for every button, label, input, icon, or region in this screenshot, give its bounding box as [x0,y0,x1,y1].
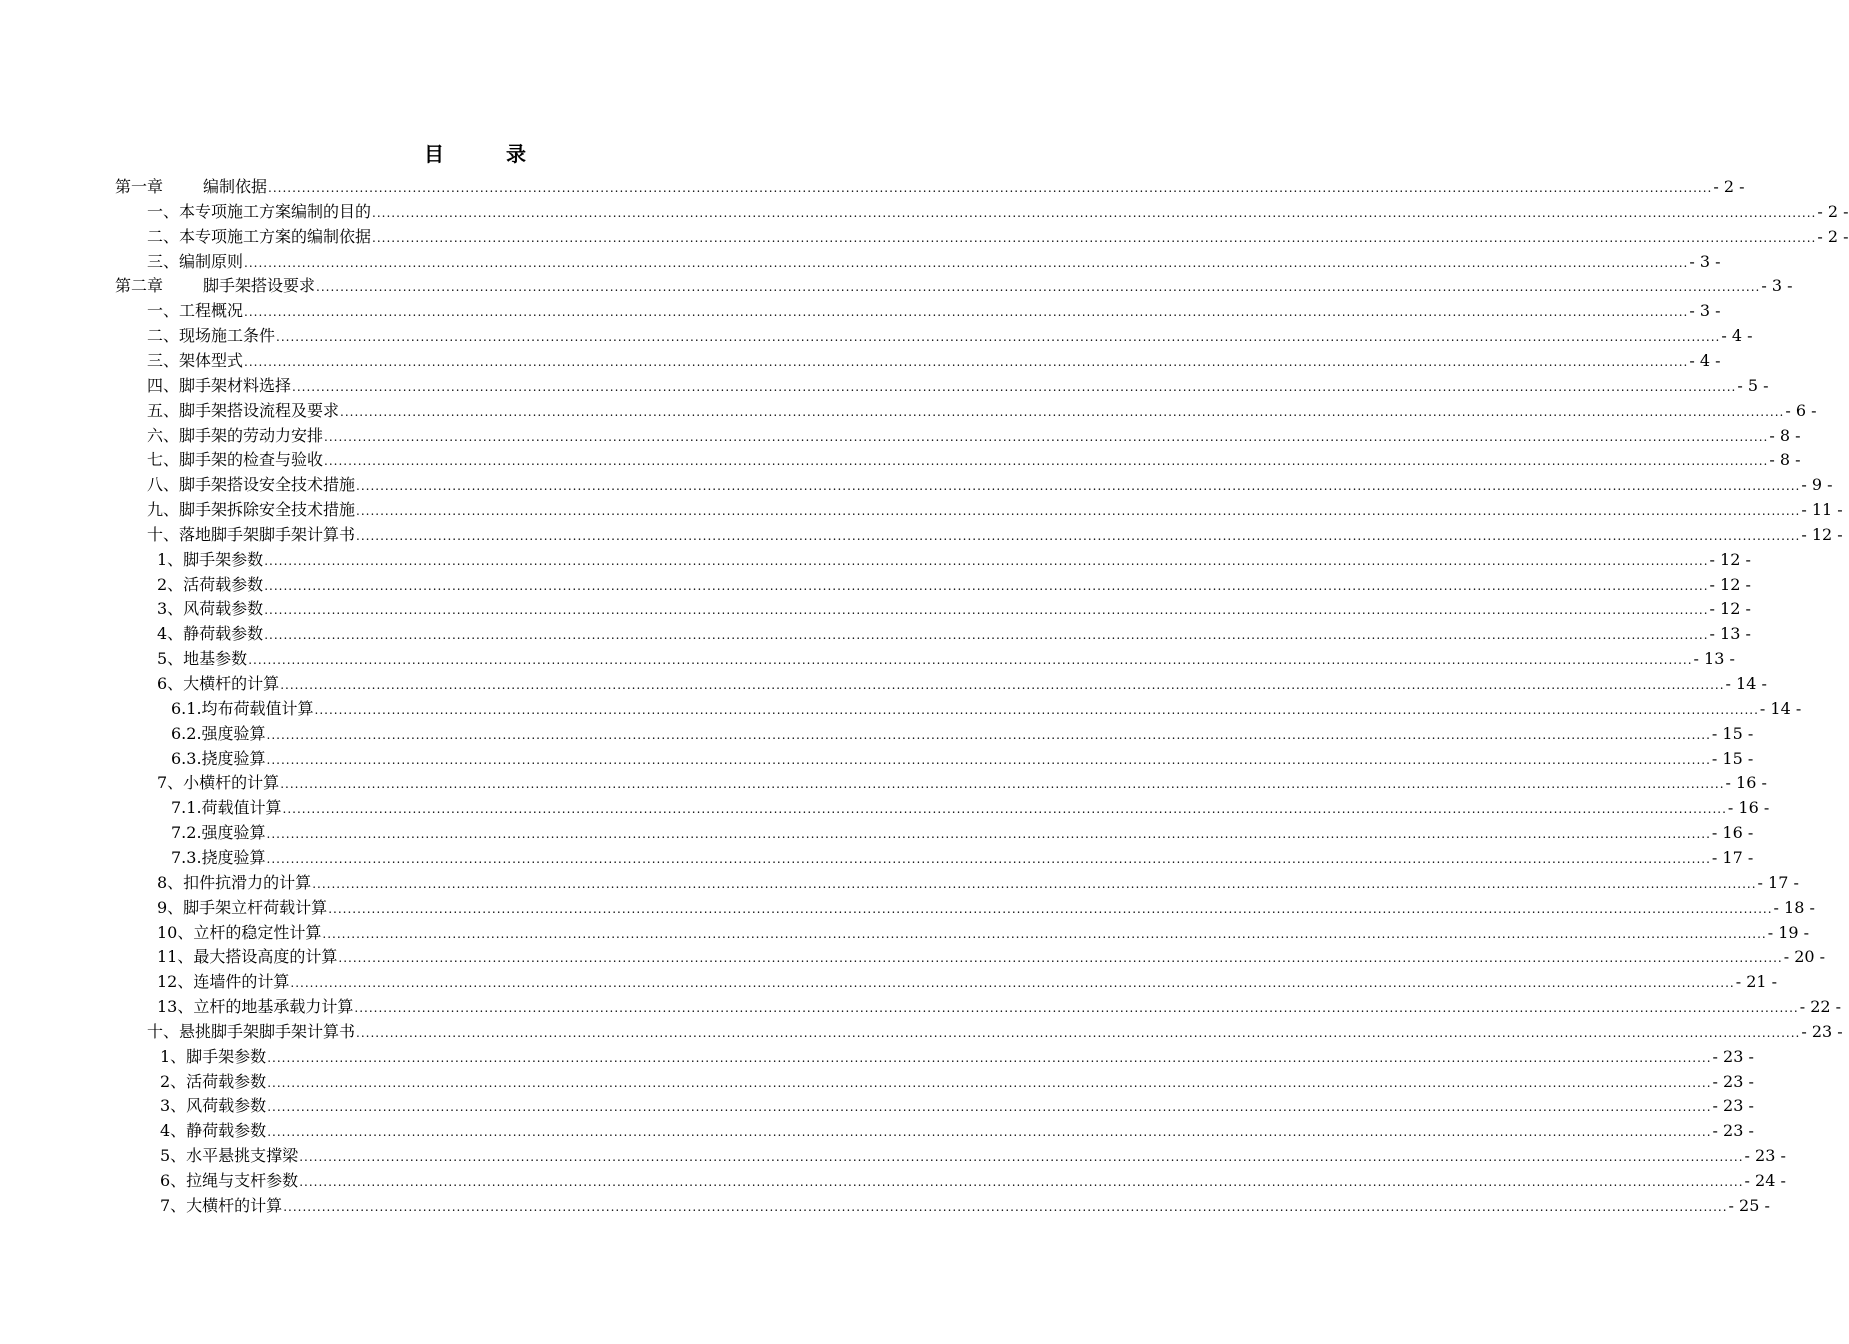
toc-entry[interactable] [115,274,1793,298]
toc-entry[interactable] [157,921,1810,945]
toc-entry-label [157,647,247,671]
toc-entry[interactable] [147,299,1721,323]
toc-entry[interactable] [115,175,1745,199]
toc-entry[interactable] [157,871,1799,895]
toc-entry[interactable] [147,448,1801,472]
toc-entry-page-number: - 23 - [1712,1096,1754,1116]
toc-entry[interactable] [160,1119,1754,1143]
toc-entry-label [160,1169,298,1193]
toc-entry-page-number: - 3 - [1689,251,1721,271]
toc-entry-label [157,945,337,969]
toc-entry-page-number: - 3 - [1689,301,1721,321]
toc-entry-label-text: 一、本专项施工方案编制的目的 [147,201,372,221]
toc-entry[interactable] [157,970,1778,994]
toc-entry-label [171,722,266,746]
toc-entry-label-text: 6、大横杆的计算 [157,674,280,693]
toc-entry-page-number: - 4 - [1689,350,1721,370]
toc-entry[interactable] [147,1020,1843,1044]
toc-entry-label [147,424,323,448]
toc-entry[interactable] [157,995,1842,1019]
toc-title-char-1: 目 [424,142,444,166]
toc-entry-label [115,175,267,199]
toc-entry-label [157,970,289,994]
toc-entry-label [171,697,314,721]
toc-leader-dots: ............................................................................................................................................................................................................................................................................................................ [244,305,1689,320]
toc-leader-dots: ............................................................................................................................................................................................................................................................................................................ [282,802,1727,817]
toc-entry-page-number: - 19 - [1767,922,1810,942]
toc-entry[interactable] [157,548,1751,572]
toc-entry-label [147,349,243,373]
toc-leader-dots: ............................................................................................................................................................................................................................................................................................................ [372,230,1817,245]
toc-entry-page-number: - 14 - [1725,674,1767,693]
toc-entry[interactable] [147,424,1801,448]
toc-entry-label [160,1119,266,1143]
toc-entry-label-text: 九、脚手架拆除安全技术措施 [147,500,356,520]
toc-entry-label [147,523,355,547]
toc-entry-label [147,448,323,472]
toc-entry[interactable] [157,647,1735,671]
toc-entry-label-text: 1、脚手架参数 [160,1046,267,1066]
toc-leader-dots: ............................................................................................................................................................................................................................................................................................................ [267,1050,1712,1065]
toc-entry-label-text: 五、脚手架搭设流程及要求 [147,400,340,420]
toc-entry-label-text: 二、本专项施工方案的编制依据 [147,226,372,246]
toc-entry-label [157,771,279,795]
toc-entry-label [160,1094,266,1118]
toc-entry-label-text: 八、脚手架搭设安全技术措施 [147,475,356,495]
toc-leader-dots: ............................................................................................................................................................................................................................................................................................................ [338,951,1783,966]
toc-entry-label [157,995,353,1019]
toc-leader-dots: ............................................................................................................................................................................................................................................................................................................ [316,280,1761,295]
toc-entry-page-number: - 23 - [1712,1046,1754,1066]
toc-entry-label-text: 4、静荷载参数 [157,624,264,644]
toc-entry-page-number: - 2 - [1817,226,1849,246]
toc-entry-label [115,274,315,298]
toc-entry[interactable] [157,771,1767,795]
toc-entry-label-text: 三、架体型式 [147,350,244,370]
toc-entry-page-number: - 16 - [1727,798,1770,818]
toc-entry-label-text: 7、大横杆的计算 [160,1195,283,1215]
toc-entry-page-number: - 12 - [1709,574,1751,594]
toc-entry[interactable] [157,672,1767,696]
toc-leader-dots: ............................................................................................................................................................................................................................................................................................................ [356,528,1801,543]
toc-entry-label [157,573,263,597]
toc-leader-dots: ............................................................................................................................................................................................................................................................................................................ [267,1075,1712,1090]
toc-entry[interactable] [171,697,1802,721]
toc-title [0,138,950,167]
toc-entry-page-number: - 23 - [1801,1021,1843,1041]
toc-entry-label-text: 第一章 [115,177,164,196]
toc-entry-label [147,299,243,323]
toc-entry-page-number: - 6 - [1785,400,1817,420]
toc-entry-label-text: 6.2.强度验算 [171,723,266,743]
toc-entry[interactable] [147,374,1769,398]
toc-entry-page-number: - 8 - [1769,450,1801,470]
toc-entry-chapter-title: 脚手架搭设要求 [203,276,316,296]
toc-entry-page-number: - 14 - [1759,698,1802,718]
toc-leader-dots: ............................................................................................................................................................................................................................................................................................................ [340,404,1785,419]
toc-entry-label [160,1070,266,1094]
toc-title-char-2: 录 [506,142,526,166]
toc-entry-label [147,250,243,274]
toc-leader-dots: ............................................................................................................................................................................................................................................................................................................ [312,876,1757,891]
toc-leader-dots: ............................................................................................................................................................................................................................................................................................................ [280,678,1725,692]
toc-entry-label-text: 一、工程概况 [147,301,244,321]
toc-entry[interactable] [147,324,1753,348]
toc-entry-label-text: 12、连墙件的计算 [157,972,290,992]
toc-entry-page-number: - 23 - [1712,1071,1754,1091]
toc-entry-page-number: - 21 - [1735,972,1778,992]
toc-leader-dots: ............................................................................................................................................................................................................................................................................................................ [299,1150,1744,1165]
toc-entry-label [157,896,327,920]
toc-entry-label [157,672,279,696]
toc-leader-dots: ............................................................................................................................................................................................................................................................................................................ [264,628,1709,643]
toc-entry-label-text: 六、脚手架的劳动力安排 [147,425,324,445]
toc-leader-dots: ............................................................................................................................................................................................................................................................................................................ [290,976,1735,991]
toc-leader-dots: ............................................................................................................................................................................................................................................................................................................ [356,479,1801,494]
toc-entry-page-number: - 13 - [1693,649,1735,669]
toc-entry-label [147,473,355,497]
toc-entry[interactable] [171,821,1754,845]
toc-entry[interactable] [147,498,1843,522]
toc-entry-page-number: - 4 - [1721,326,1753,346]
toc-leader-dots: ............................................................................................................................................................................................................................................................................................................ [248,653,1693,668]
toc-entry-label-text: 7.2.强度验算 [171,823,266,843]
toc-entry-label-text: 3、风荷载参数 [157,599,264,619]
toc-entry-label-text: 2、活荷载参数 [157,574,264,594]
toc-entry[interactable] [160,1144,1786,1168]
toc-entry-page-number: - 20 - [1783,947,1826,967]
toc-entry-label [157,597,263,621]
toc-entry-label-text: 10、立杆的稳定性计算 [157,922,322,942]
toc-leader-dots: ............................................................................................................................................................................................................................................................................................................ [266,752,1711,767]
toc-leader-dots: ............................................................................................................................................................................................................................................................................................................ [264,603,1709,618]
toc-entry-label-text: 十、落地脚手架脚手架计算书 [147,524,356,544]
toc-entry-label [171,821,266,845]
toc-entry-label [160,1045,266,1069]
toc-entry-label-text: 7.3.挠度验算 [171,847,266,867]
toc-entry-label [160,1194,282,1218]
toc-leader-dots: ............................................................................................................................................................................................................................................................................................................ [268,181,1713,195]
toc-entry-label-text: 7、小横杆的计算 [157,773,280,793]
toc-entry-label-text: 6、拉绳与支杆参数 [160,1171,299,1190]
toc-entry-page-number: - 15 - [1711,748,1754,768]
toc-entry-label-text: 5、水平悬挑支撑梁 [160,1146,299,1166]
toc-entry-label-text: 7.1.荷载值计算 [171,798,282,818]
toc-entry-label-text: 5、地基参数 [157,649,248,669]
toc-entry-label [147,200,371,224]
toc-entry-page-number: - 2 - [1817,201,1849,221]
toc-leader-dots: ............................................................................................................................................................................................................................................................................................................ [244,354,1689,369]
toc-entry[interactable] [160,1045,1754,1069]
toc-leader-dots: ............................................................................................................................................................................................................................................................................................................ [314,702,1759,717]
toc-entry-label [147,1020,355,1044]
toc-entry-page-number: - 12 - [1801,524,1843,544]
toc-leader-dots: ............................................................................................................................................................................................................................................................................................................ [264,578,1709,593]
toc-entry-page-number: - 17 - [1711,847,1754,867]
toc-leader-dots: ............................................................................................................................................................................................................................................................................................................ [354,1001,1799,1016]
toc-entry[interactable] [147,523,1843,547]
toc-entry-chapter-title: 编制依据 [203,177,268,196]
toc-leader-dots: ............................................................................................................................................................................................................................................................................................................ [356,1025,1801,1040]
toc-leader-dots: ............................................................................................................................................................................................................................................................................................................ [299,1175,1744,1189]
toc-entry[interactable] [160,1070,1754,1094]
toc-entry-page-number: - 3 - [1761,276,1793,296]
toc-entry-label [157,548,263,572]
toc-entry-label [147,324,275,348]
toc-entry[interactable] [147,349,1721,373]
toc-entry[interactable] [147,250,1721,274]
toc-entry-page-number: - 2 - [1713,177,1745,196]
toc-leader-dots: ............................................................................................................................................................................................................................................................................................................ [372,205,1817,220]
toc-entry-page-number: - 15 - [1711,723,1754,743]
toc-leader-dots: ............................................................................................................................................................................................................................................................................................................ [266,827,1711,842]
toc-entry-page-number: - 16 - [1711,823,1754,843]
toc-entry-page-number: - 13 - [1709,624,1751,644]
toc-leader-dots: ............................................................................................................................................................................................................................................................................................................ [264,553,1709,568]
toc-entry-label-text: 七、脚手架的检查与验收 [147,450,324,470]
toc-entry-label [147,498,355,522]
toc-leader-dots: ............................................................................................................................................................................................................................................................................................................ [280,777,1725,792]
toc-entry-label [171,747,266,771]
toc-leader-dots: ............................................................................................................................................................................................................................................................................................................ [324,454,1769,469]
toc-entry-page-number: - 23 - [1712,1121,1754,1141]
toc-entry-label-text: 13、立杆的地基承载力计算 [157,997,354,1017]
toc-entry-label [160,1144,298,1168]
toc-entry[interactable] [147,473,1833,497]
toc-leader-dots: ............................................................................................................................................................................................................................................................................................................ [267,1125,1712,1140]
toc-entry-label-text: 2、活荷载参数 [160,1071,267,1091]
toc-entry-page-number: - 5 - [1737,375,1769,395]
toc-entry-page-number: - 22 - [1799,997,1842,1017]
toc-entry-page-number: - 18 - [1773,897,1815,917]
toc-entry-page-number: - 9 - [1801,475,1833,495]
toc-entry-label [157,921,321,945]
toc-entry-page-number: - 8 - [1769,425,1801,445]
toc-entry-page-number: - 24 - [1744,1171,1786,1190]
toc-entry[interactable] [147,225,1849,249]
toc-entry-label [147,399,339,423]
toc-leader-dots: ............................................................................................................................................................................................................................................................................................................ [283,1199,1728,1214]
toc-entry[interactable] [157,622,1751,646]
toc-leader-dots: ............................................................................................................................................................................................................................................................................................................ [292,379,1737,394]
toc-entry-label-text: 二、现场施工条件 [147,326,276,346]
toc-entry[interactable] [157,573,1751,597]
toc-entry-label [157,871,311,895]
toc-entry[interactable] [147,200,1849,224]
toc-leader-dots: ............................................................................................................................................................................................................................................................................................................ [244,255,1689,270]
toc-entry[interactable] [171,747,1754,771]
toc-leader-dots: ............................................................................................................................................................................................................................................................................................................ [276,330,1721,345]
toc-entry-page-number: - 16 - [1725,773,1767,793]
toc-entry-label-text: 9、脚手架立杆荷载计算 [157,897,328,917]
toc-leader-dots: ............................................................................................................................................................................................................................................................................................................ [356,504,1801,519]
toc-entry-label-text: 6.3.挠度验算 [171,748,266,768]
toc-entry-page-number: - 25 - [1728,1195,1770,1215]
toc-entry-page-number: - 17 - [1757,872,1799,892]
toc-entry-label-text: 十、悬挑脚手架脚手架计算书 [147,1021,356,1041]
toc-entry-label-text: 四、脚手架材料选择 [147,375,292,395]
toc-entry-label [157,622,263,646]
toc-entry[interactable] [160,1169,1786,1193]
toc-entry-label-text: 3、风荷载参数 [160,1096,267,1116]
toc-entry-page-number: - 23 - [1744,1146,1786,1166]
toc-leader-dots: ............................................................................................................................................................................................................................................................................................................ [267,1100,1712,1115]
toc-entry-page-number: - 11 - [1801,500,1843,520]
toc-entry[interactable] [171,796,1770,820]
toc-entry-label [147,374,291,398]
toc-leader-dots: ............................................................................................................................................................................................................................................................................................................ [324,429,1769,444]
toc-entry-label-text: 第二章 [115,276,164,296]
toc-entry-label [171,796,282,820]
toc-entry[interactable] [157,597,1751,621]
toc-leader-dots: ............................................................................................................................................................................................................................................................................................................ [322,926,1767,941]
toc-entry-label [147,225,371,249]
toc-leader-dots: ............................................................................................................................................................................................................................................................................................................ [266,851,1711,866]
toc-entry[interactable] [160,1194,1770,1218]
toc-entry[interactable] [171,722,1754,746]
toc-entry-label-text: 4、静荷载参数 [160,1121,267,1141]
toc-entry-label [171,846,266,870]
toc-entry[interactable] [171,846,1754,870]
toc-entry-label-text: 8、扣件抗滑力的计算 [157,872,312,892]
toc-entry[interactable] [157,896,1815,920]
toc-entry-page-number: - 12 - [1709,599,1751,619]
toc-entry-label-text: 三、编制原则 [147,251,244,271]
toc-entry-label-text: 11、最大搭设高度的计算 [157,947,338,967]
toc-entry-label-text: 1、脚手架参数 [157,549,264,569]
toc-leader-dots: ............................................................................................................................................................................................................................................................................................................ [328,901,1773,916]
toc-entry[interactable] [160,1094,1754,1118]
toc-entry-label-text: 6.1.均布荷载值计算 [171,698,314,718]
toc-entry[interactable] [157,945,1826,969]
toc-leader-dots: ............................................................................................................................................................................................................................................................................................................ [266,727,1711,742]
toc-entry[interactable] [147,399,1817,423]
toc-entry-page-number: - 12 - [1709,549,1751,569]
